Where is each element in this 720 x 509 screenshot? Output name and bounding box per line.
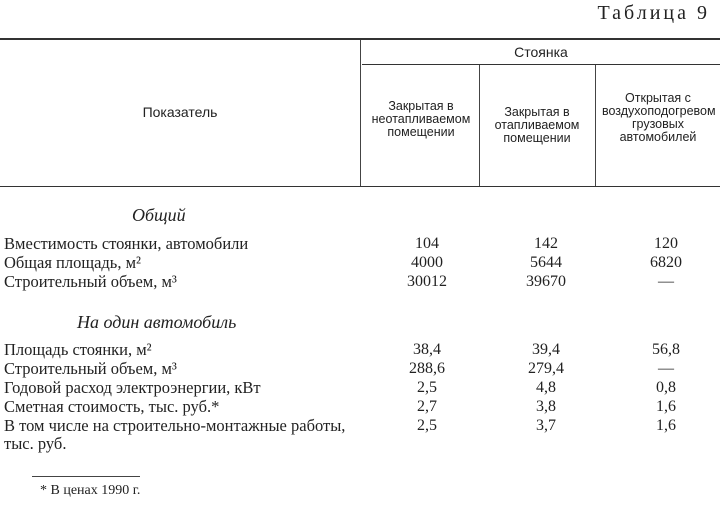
footnote-rule [32, 476, 140, 477]
row-label: В том числе на строительно-монтажные работы, тыс. руб. [4, 416, 346, 453]
header-col-3: Открытая с воздухоподогревом грузовых автомобилей [602, 91, 716, 144]
table-cell: 39,4 [532, 341, 560, 358]
table-cell: 39670 [526, 273, 566, 290]
table-cell: 38,4 [413, 341, 441, 358]
table-cell: 4000 [411, 254, 443, 271]
table-cell: 288,6 [409, 360, 445, 377]
row-label: Вместимость стоянки, автомобили [4, 234, 249, 253]
table-cell: 2,7 [417, 398, 437, 415]
table-cell: 6820 [650, 254, 682, 271]
table-caption: Таблица 9 [597, 2, 710, 24]
header-bottom-rule [0, 186, 720, 187]
row-label: Годовой расход электроэнергии, кВт [4, 378, 261, 397]
table-cell: 1,6 [656, 398, 676, 415]
header-indicator: Показатель [142, 104, 218, 120]
column-divider [595, 65, 596, 186]
table-cell: 4,8 [536, 379, 556, 396]
table-cell: 2,5 [417, 417, 437, 434]
table-cell: 30012 [407, 273, 447, 290]
header-col-1: Закрытая в неотапливаемом помещении [371, 99, 471, 139]
table-cell: 5644 [530, 254, 562, 271]
table-cell: 142 [534, 235, 558, 252]
section-title: Общий [132, 205, 186, 225]
footnote: * В ценах 1990 г. [40, 483, 141, 498]
table-cell: — [658, 273, 674, 290]
table-cell: 120 [654, 235, 678, 252]
table-cell: 104 [415, 235, 439, 252]
header-col-2: Закрытая в отапливаемом помещении [494, 105, 580, 145]
table-cell: 2,5 [417, 379, 437, 396]
table-cell: 56,8 [652, 341, 680, 358]
table-cell: — [658, 360, 674, 377]
row-label: Сметная стоимость, тыс. руб.* [4, 397, 220, 416]
table-cell: 3,8 [536, 398, 556, 415]
section-title: На один автомобиль [77, 312, 237, 332]
table-cell: 279,4 [528, 360, 564, 377]
column-divider [360, 40, 361, 186]
row-label: Площадь стоянки, м² [4, 340, 152, 359]
column-divider [479, 65, 480, 186]
table-cell: 3,7 [536, 417, 556, 434]
header-group: Стоянка [514, 44, 568, 60]
group-rule [362, 64, 720, 65]
table-cell: 1,6 [656, 417, 676, 434]
table-cell: 0,8 [656, 379, 676, 396]
row-label: Строительный объем, м³ [4, 272, 177, 291]
row-label: Строительный объем, м³ [4, 359, 177, 378]
row-label: Общая площадь, м² [4, 253, 141, 272]
